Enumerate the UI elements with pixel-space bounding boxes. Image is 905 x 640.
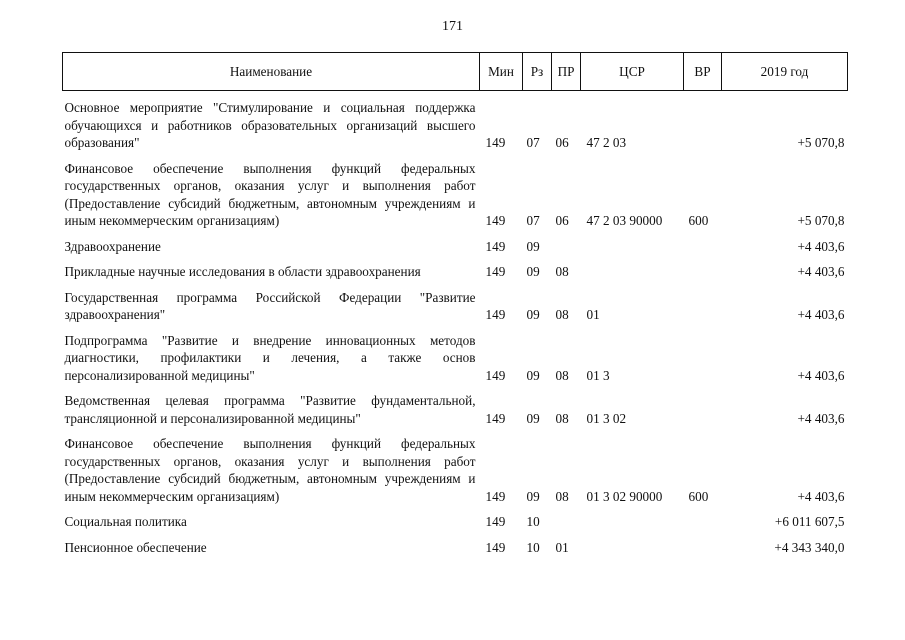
row-rz: 07 [526, 135, 540, 150]
row-amount: +4 403,6 [797, 410, 845, 426]
row-csr [581, 533, 684, 559]
table-body [63, 91, 848, 559]
row-csr [581, 232, 684, 258]
row-min: 149 [485, 488, 506, 504]
row-name: Ведомственная целевая программа "Развитие фундаментальной, трансляционной и персонализированной медицины" [64, 393, 476, 426]
table-row [63, 91, 848, 154]
row-amount: +4 403,6 [797, 307, 845, 322]
row-rz: 09 [526, 238, 540, 254]
row-rz: 10 [526, 514, 540, 529]
row-min: 149 [485, 367, 506, 383]
header-year: 2019 год [722, 53, 848, 91]
row-vr [684, 283, 722, 326]
header-name: Наименование [63, 53, 480, 91]
row-amount: +6 011 607,5 [774, 514, 845, 529]
header-min: Мин [480, 53, 523, 91]
row-min: 149 [485, 213, 506, 228]
table-row [63, 429, 848, 507]
row-amount: +4 403,6 [797, 488, 845, 504]
row-min: 149 [485, 307, 506, 322]
row-vr [684, 91, 722, 154]
row-name: Пенсионное обеспечение [64, 539, 207, 555]
row-pr: 06 [555, 135, 569, 150]
row-pr: 06 [555, 213, 569, 228]
row-amount: +4 343 340,0 [774, 539, 845, 555]
row-rz: 09 [526, 488, 540, 504]
table-row [63, 386, 848, 429]
table-header-row [63, 53, 848, 91]
row-rz: 09 [526, 367, 540, 383]
row-csr: 01 3 02 90000 [586, 488, 663, 504]
table-row [63, 533, 848, 559]
row-name: Государственная программа Российской Федерации "Развитие здравоохранения" [64, 289, 476, 322]
budget-table [62, 52, 848, 558]
row-csr: 47 2 03 90000 [586, 213, 663, 228]
row-min: 149 [485, 238, 506, 254]
row-vr [684, 533, 722, 559]
row-csr: 01 3 02 [586, 410, 627, 426]
row-csr [581, 507, 684, 533]
header-rz: Рз [523, 53, 552, 91]
row-rz: 07 [526, 213, 540, 228]
header-pr: ПР [552, 53, 581, 91]
row-name: Прикладные научные исследования в области здравоохранения [64, 264, 421, 279]
row-pr: 08 [555, 410, 569, 426]
row-min: 149 [485, 135, 506, 150]
row-csr: 47 2 03 [586, 135, 627, 150]
row-csr [581, 257, 684, 283]
row-min: 149 [485, 539, 506, 555]
row-name: Финансовое обеспечение выполнения функций федеральных государственных органов, оказания услуг и выполнения работ (Предоставление субсидий бюджетным, автономным учреждениям и иным некоммерческим организациям) [64, 160, 476, 228]
row-vr [684, 507, 722, 533]
header-vr: ВР [684, 53, 722, 91]
page-number: 171 [442, 19, 463, 34]
row-vr: 600 [688, 488, 709, 504]
row-csr: 01 [586, 307, 600, 322]
row-csr: 01 3 [586, 367, 610, 383]
row-vr: 600 [688, 213, 709, 228]
row-vr [684, 257, 722, 283]
row-pr: 08 [555, 367, 569, 383]
row-amount: +5 070,8 [797, 213, 845, 228]
row-amount: +4 403,6 [797, 367, 845, 383]
row-rz: 09 [526, 307, 540, 322]
row-min: 149 [485, 264, 506, 279]
row-pr: 08 [555, 307, 569, 322]
row-amount: +4 403,6 [797, 264, 845, 279]
row-vr [684, 232, 722, 258]
row-pr: 01 [555, 539, 569, 555]
row-name: Подпрограмма "Развитие и внедрение инновационных методов диагностики, профилактики и лечения, а также основ персонализированной медицины" [64, 332, 476, 383]
row-vr [684, 326, 722, 387]
row-name: Здравоохранение [64, 238, 161, 254]
table-row [63, 232, 848, 258]
row-rz: 10 [526, 539, 540, 555]
row-amount: +4 403,6 [797, 238, 845, 254]
table-row [63, 326, 848, 387]
row-rz: 09 [526, 410, 540, 426]
row-vr [684, 386, 722, 429]
table-row [63, 154, 848, 232]
row-pr [552, 232, 581, 258]
table-row [63, 257, 848, 283]
row-pr: 08 [555, 264, 569, 279]
row-min: 149 [485, 514, 506, 529]
row-name: Финансовое обеспечение выполнения функций федеральных государственных органов, оказания услуг и выполнения работ (Предоставление субсидий бюджетным, автономным учреждениям и иным некоммерческим организациям) [64, 436, 476, 504]
row-name: Социальная политика [64, 514, 187, 529]
row-pr: 08 [555, 488, 569, 504]
row-min: 149 [485, 410, 506, 426]
table-row [63, 283, 848, 326]
row-amount: +5 070,8 [797, 135, 845, 150]
row-rz: 09 [526, 264, 540, 279]
table-row [63, 507, 848, 533]
row-name: Основное мероприятие "Стимулирование и социальная поддержка обучающихся и работников образовательных организаций высшего образования" [64, 100, 476, 150]
row-pr [552, 507, 581, 533]
header-csr: ЦСР [581, 53, 684, 91]
